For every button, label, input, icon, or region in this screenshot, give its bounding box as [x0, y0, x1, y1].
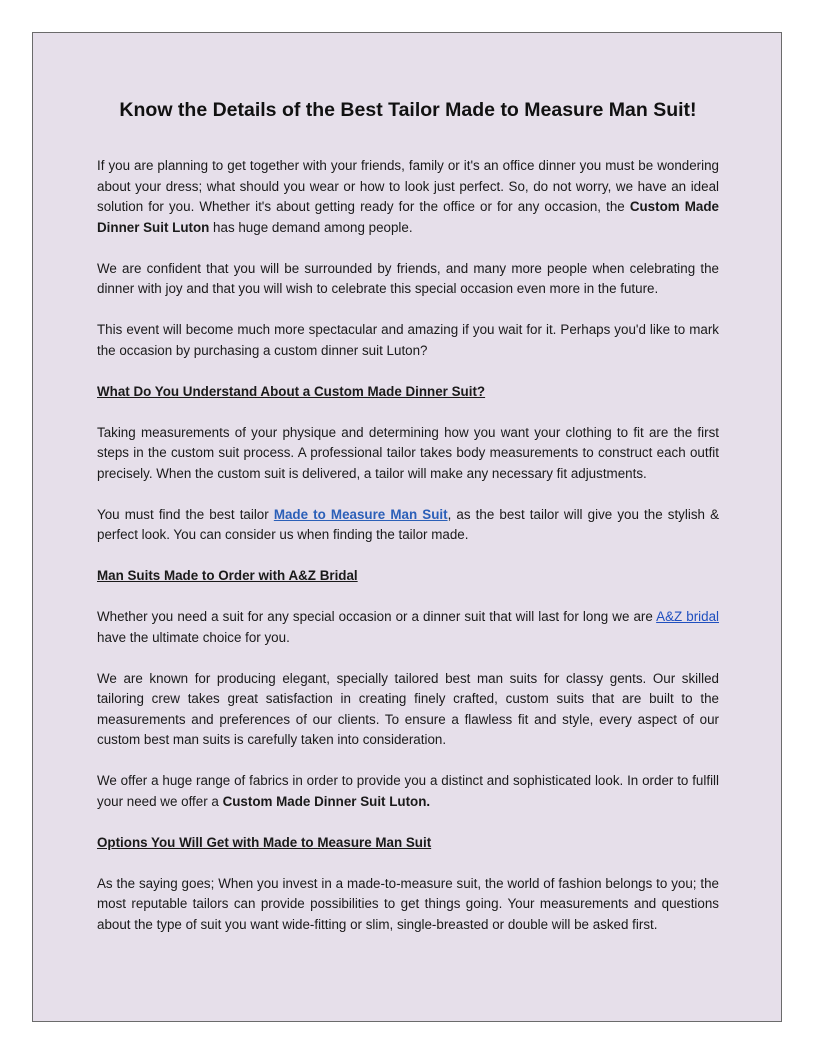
best-tailor-text: You must find the best tailor	[97, 506, 274, 522]
paragraph-special-occasion	[97, 607, 719, 648]
paragraph-fabrics	[97, 771, 719, 812]
section-heading-options: Options You Will Get with Made to Measure Man Suit	[97, 834, 432, 850]
fabrics-text: We offer a huge range of fabrics in order to provide you a distinct and sophisticated look. In order to fulfill your need we offer a	[97, 773, 719, 809]
paragraph-intro	[97, 156, 719, 238]
section-heading-understand: What Do You Understand About a Custom Made Dinner Suit?	[97, 383, 486, 399]
page-title: Know the Details of the Best Tailor Made to Measure Man Suit!	[119, 99, 697, 121]
page-frame	[32, 32, 782, 1022]
fabrics-bold-keyword: Custom Made Dinner Suit Luton.	[222, 793, 431, 809]
best-tailor-text-end: , as the best tailor will give you the stylish & perfect look. You can consider us when finding the tailor made.	[97, 506, 719, 542]
paragraph-known-for: We are known for producing elegant, specially tailored best man suits for classy gents. Our skilled tailoring crew takes great satisfaction in creating finely crafted, custom suits that are built to the measurements and preferences of our clients. To ensure a flawless fit and style, every aspect of our custom best man suits is carefully taken into consideration.	[97, 670, 719, 747]
paragraph-measurements: Taking measurements of your physique and determining how you want your clothing to fit are the first steps in the custom suit process. A professional tailor takes body measurements to construct each outfit precisely. When the custom suit is delivered, a tailor will make any necessary fit adjustments.	[97, 424, 719, 481]
occasion-text-end: have the ultimate choice for you.	[97, 629, 290, 645]
paragraph-best-tailor	[97, 505, 719, 546]
made-to-measure-link[interactable]: Made to Measure Man Suit	[273, 506, 448, 522]
occasion-text: Whether you need a suit for any special occasion or a dinner suit that will last for long we are	[97, 609, 657, 624]
paragraph-confident: We are confident that you will be surrounded by friends, and many more people when celebrating the dinner with joy and that you will wish to celebrate this special occasion even more in the future.	[97, 260, 719, 296]
intro-bold-keyword: Custom Made Dinner Suit Luton	[97, 199, 719, 235]
paragraph-event: This event will become much more spectacular and amazing if you wait for it. Perhaps you'd like to mark the occasion by purchasing a custom dinner suit Luton?	[97, 322, 719, 358]
intro-text-end: has huge demand among people.	[209, 219, 413, 235]
az-bridal-link[interactable]: A&Z bridal	[656, 609, 719, 624]
intro-text: If you are planning to get together with your friends, family or it's an office dinner you must be wondering about your dress; what should you wear or how to look just perfect. So, do not worry, we have an ideal solution for you. Whether it's about getting ready for the office or for any occasion, the	[97, 158, 719, 214]
section-heading-made-to-order: Man Suits Made to Order with A&Z Bridal	[97, 568, 358, 583]
paragraph-saying: As the saying goes; When you invest in a made-to-measure suit, the world of fashion belongs to you; the most reputable tailors can provide possibilities to get things going. Your measurements and questions about the type of suit you want wide-fitting or slim, single-breasted or double will be asked first.	[97, 875, 719, 932]
document-body	[97, 97, 719, 956]
